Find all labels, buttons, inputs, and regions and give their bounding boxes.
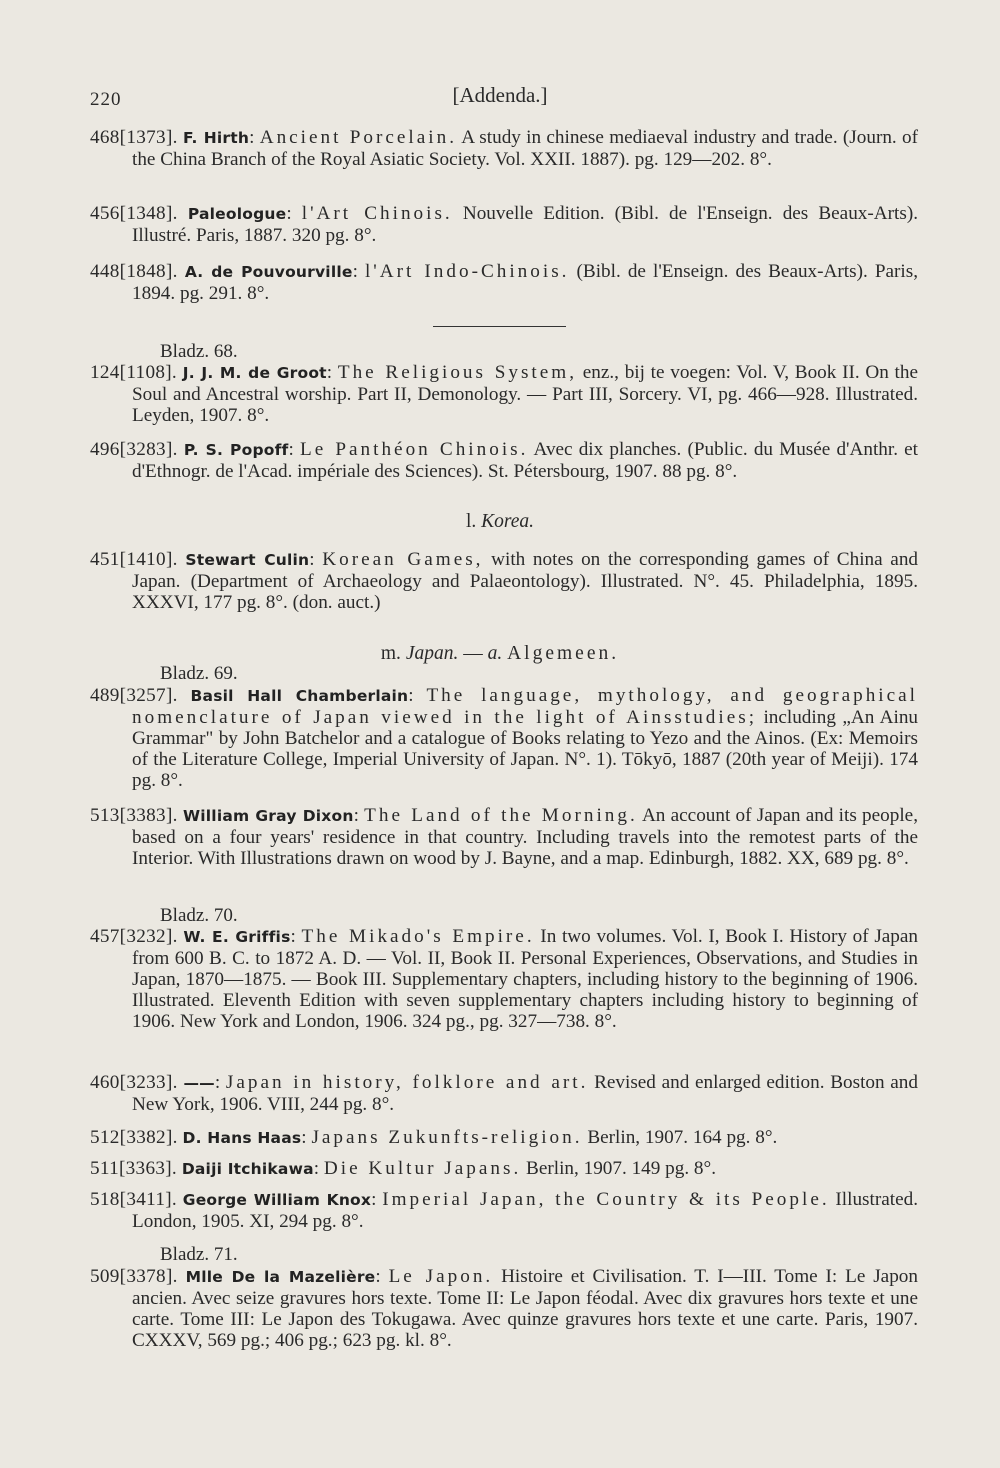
entry-details: An account of Japan and its people, based on a four years' residence in that country. Including travels into the remotest parts of the Interior. With Illustrations drawn on wood by J. Bayne, and a map. Edinburgh, 1882. XX, 689 pg. 8°. (132, 805, 918, 869)
entry-title: Imperial Japan, the Country & its People. (382, 1189, 830, 1210)
entry-author: Basil Hall Chamberlain (190, 687, 409, 705)
page-reference: Bladz. 68. (160, 341, 238, 362)
entry-number: 489[3257]. (90, 685, 178, 706)
entry-title: Ancient Porcelain. (259, 127, 457, 148)
page-header (0, 83, 1000, 113)
entry-title: The Religious System, (337, 362, 578, 383)
entry-number: 513[3383]. (90, 805, 178, 826)
entry-details: Histoire et Civilisation. T. I—III. Tome I: Le Japon ancien. Avec seize gravures hors texte. Tome II: Le Japon féodal. Avec dix gravures hors texte et une carte. Tome III: Le Japon des Tokugawa. Avec quinze gravures hors texte et une carte. Paris, 1907. CXXXV, 569 pg.; 406 pg.; 623 pg. kl. 8°. (132, 1266, 918, 1351)
entry-author: J. J. M. de Groot (182, 364, 327, 382)
bibliography-entry: 518[3411]. George William Knox: Imperial Japan, the Country & its People. Illustrated. London, 1905. XI, 294 pg. 8°. (90, 1189, 918, 1232)
entry-author: Daiji Itchikawa (181, 1160, 314, 1178)
entry-number: 451[1410]. (90, 549, 178, 570)
page-reference: Bladz. 69. (160, 663, 238, 684)
divider-rule (433, 326, 566, 327)
entry-title: l'Art Indo-Chinois. (364, 261, 570, 282)
bibliography-entry: 124[1108]. J. J. M. de Groot: The Religious System, enz., bij te voegen: Vol. V, Book II. On the Soul and Ancestral worship. Part II, Demonology. — Part III, Sorcery. VI, pg. 466—928. Illustrated. Leyden, 1907. 8°. (90, 362, 919, 426)
entry-details: enz., bij te voegen: Vol. V, Book II. On the Soul and Ancestral worship. Part II, Demonology. — Part III, Sorcery. VI, pg. 466—928. Illustrated. Leyden, 1907. 8°. (132, 362, 919, 426)
entry-number: 509[3378]. (90, 1266, 178, 1287)
entry-number: 456[1348]. (90, 203, 178, 224)
entry-author: Paleologue (187, 205, 287, 223)
entry-number: 518[3411]. (90, 1189, 178, 1210)
bibliography-entry: 460[3233]. ——: Japan in history, folklore and art. Revised and enlarged edition. Boston and New York, 1906. VIII, 244 pg. 8°. (90, 1072, 918, 1115)
bibliography-entry: 509[3378]. Mlle De la Mazelière: Le Japon. Histoire et Civilisation. T. I—III. Tome I: Le Japon ancien. Avec seize gravures hors texte. Tome II: Le Japon féodal. Avec dix gravures hors texte et une carte. Tome III: Le Japon des Tokugawa. Avec quinze gravures hors texte et une carte. Paris, 1907. CXXXV, 569 pg.; 406 pg.; 623 pg. kl. 8°. (90, 1266, 918, 1351)
entry-title: Japan in history, folklore and art. (225, 1072, 589, 1093)
entry-author: —— (183, 1074, 215, 1092)
entry-number: 448[1848]. (90, 261, 178, 282)
entry-number: 468[1373]. (90, 127, 178, 148)
page-reference: Bladz. 70. (160, 905, 238, 926)
entry-author: D. Hans Haas (182, 1129, 302, 1147)
bibliography-entry: 451[1410]. Stewart Culin: Korean Games, with notes on the corresponding games of China and Japan. (Department of Archaeology and Palaeontology). Illustrated. N°. 45. Philadelphia, 1895. XXXVI, 177 pg. 8°. (don. auct.) (90, 549, 919, 613)
entry-number: 496[3283]. (90, 439, 178, 460)
page-reference: Bladz. 71. (160, 1244, 238, 1265)
entry-number: 512[3382]. (90, 1127, 178, 1148)
entry-author: P. S. Popoff (183, 441, 289, 459)
entry-author: George William Knox (182, 1191, 372, 1209)
entry-details: In two volumes. Vol. I, Book I. History of Japan from 600 B. C. to 1872 A. D. — Vol. II, Book II. Personal Experiences, Observations, and Studies in Japan, 1870—1875. — Book III. Supplementary chapters, including history to the beginning of 1906. Illustrated. Eleventh Edition with seven supplementary chapters including history to beginning of 1906. New York and London, 1906. 324 pg., pg. 327—738. 8°. (132, 926, 919, 1032)
entry-details: Avec dix planches. (Public. du Musée d'Anthr. et d'Ethnogr. de l'Acad. impériale des Sciences). St. Pétersbourg, 1907. 88 pg. 8°. (132, 439, 918, 482)
entry-title: Le Japon. (388, 1266, 494, 1287)
entry-title: Japans Zukunfts-religion. (311, 1127, 583, 1148)
entry-details: Berlin, 1907. 164 pg. 8°. (582, 1127, 778, 1148)
entry-author: W. E. Griffis (183, 928, 291, 946)
entry-details: including „An Ainu Grammar" by John Batchelor and a catalogue of Books relating to Yezo and the Ainos. (Ex: Memoirs of the Literature College, Imperial University of Japan. N°. 1). Tōkyō, 1887 (20th year of Meiji). 174 pg. 8°. (132, 707, 919, 791)
entry-author: A. de Pouvourville (184, 263, 353, 281)
entry-author: William Gray Dixon (182, 807, 354, 825)
bibliography-entry: 513[3383]. William Gray Dixon: The Land of the Morning. An account of Japan and its people, based on a four years' residence in that country. Including travels into the remotest parts of the Interior. With Illustrations drawn on wood by J. Bayne, and a map. Edinburgh, 1882. XX, 689 pg. 8°. (90, 805, 918, 869)
bibliography-entry: 468[1373]. F. Hirth: Ancient Porcelain. A study in chinese mediaeval industry and trade. (Journ. of the China Branch of the Royal Asiatic Society. Vol. XXII. 1887). pg. 129—202. 8°. (90, 127, 918, 170)
bibliography-entry: 457[3232]. W. E. Griffis: The Mikado's Empire. In two volumes. Vol. I, Book I. History of Japan from 600 B. C. to 1872 A. D. — Vol. II, Book II. Personal Experiences, Observations, and Studies in Japan, 1870—1875. — Book III. Supplementary chapters, including history to the beginning of 1906. Illustrated. Eleventh Edition with seven supplementary chapters including history to beginning of 1906. New York and London, 1906. 324 pg., pg. 327—738. 8°. (90, 926, 919, 1032)
entry-number: 124[1108]. (90, 362, 178, 383)
bibliography-entry: 489[3257]. Basil Hall Chamberlain: The language, mythology, and geographical nomenclature of Japan viewed in the light of Ainsstudies; including „An Ainu Grammar" by John Batchelor and a catalogue of Books relating to Yezo and the Ainos. (Ex: Memoirs of the Literature College, Imperial University of Japan. N°. 1). Tōkyō, 1887 (20th year of Meiji). 174 pg. 8°. (90, 685, 919, 791)
entry-details: (Bibl. de l'Enseign. des Beaux-Arts). Paris, 1894. pg. 291. 8°. (132, 261, 919, 304)
entry-title: Die Kultur Japans. (323, 1158, 522, 1179)
entry-details: Revised and enlarged edition. Boston and New York, 1906. VIII, 244 pg. 8°. (132, 1072, 918, 1115)
entry-title: Korean Games, (322, 549, 484, 570)
bibliography-entry: 496[3283]. P. S. Popoff: Le Panthéon Chinois. Avec dix planches. (Public. du Musée d'Anthr. et d'Ethnogr. de l'Acad. impériale des Sciences). St. Pétersbourg, 1907. 88 pg. 8°. (90, 439, 918, 482)
entry-title: Le Panthéon Chinois. (299, 439, 529, 460)
section-heading-korea: l. Korea. (465, 511, 535, 532)
entry-author: F. Hirth (183, 129, 250, 147)
entry-title: The Mikado's Empire. (301, 926, 535, 947)
bibliography-entry: 512[3382]. D. Hans Haas: Japans Zukunfts-religion. Berlin, 1907. 164 pg. 8°. (90, 1127, 778, 1148)
entry-title: The language, mythology, and geographical nomenclature of Japan viewed in the light of Ainsstudies; (132, 685, 918, 728)
entry-author: Mlle De la Mazelière (185, 1268, 376, 1286)
bibliography-entry: 456[1348]. Paleologue: l'Art Chinois. Nouvelle Edition. (Bibl. de l'Enseign. des Beaux-Arts). Illustré. Paris, 1887. 320 pg. 8°. (90, 203, 919, 246)
entry-details: Berlin, 1907. 149 pg. 8°. (521, 1158, 716, 1179)
entry-title: The Land of the Morning. (364, 805, 638, 826)
bibliography-entry: 511[3363]. Daiji Itchikawa: Die Kultur Japans. Berlin, 1907. 149 pg. 8°. (90, 1158, 716, 1179)
page-number: 220 (90, 89, 122, 110)
bibliography-entry: 448[1848]. A. de Pouvourville: l'Art Indo-Chinois. (Bibl. de l'Enseign. des Beaux-Arts). Paris, 1894. pg. 291. 8°. (90, 261, 919, 304)
entry-number: 457[3232]. (90, 926, 178, 947)
entry-number: 511[3363]. (90, 1158, 178, 1179)
entry-details: Illustrated. London, 1905. XI, 294 pg. 8°. (132, 1189, 918, 1232)
entry-number: 460[3233]. (90, 1072, 178, 1093)
entry-details: Nouvelle Edition. (Bibl. de l'Enseign. des Beaux-Arts). Illustré. Paris, 1887. 320 pg. 8°. (132, 203, 919, 246)
entry-details: A study in chinese mediaeval industry and trade. (Journ. of the China Branch of the Royal Asiatic Society. Vol. XXII. 1887). pg. 129—202. 8°. (132, 127, 918, 170)
section-heading-japan: m. Japan. — a. Algemeen. (380, 643, 620, 664)
entry-details: with notes on the corresponding games of China and Japan. (Department of Archaeology and Palaeontology). Illustrated. N°. 45. Philadelphia, 1895. XXXVI, 177 pg. 8°. (don. auct.) (132, 549, 919, 613)
entry-author: Stewart Culin (185, 551, 310, 569)
running-title: [Addenda.] (452, 83, 548, 107)
entry-title: l'Art Chinois. (301, 203, 453, 224)
